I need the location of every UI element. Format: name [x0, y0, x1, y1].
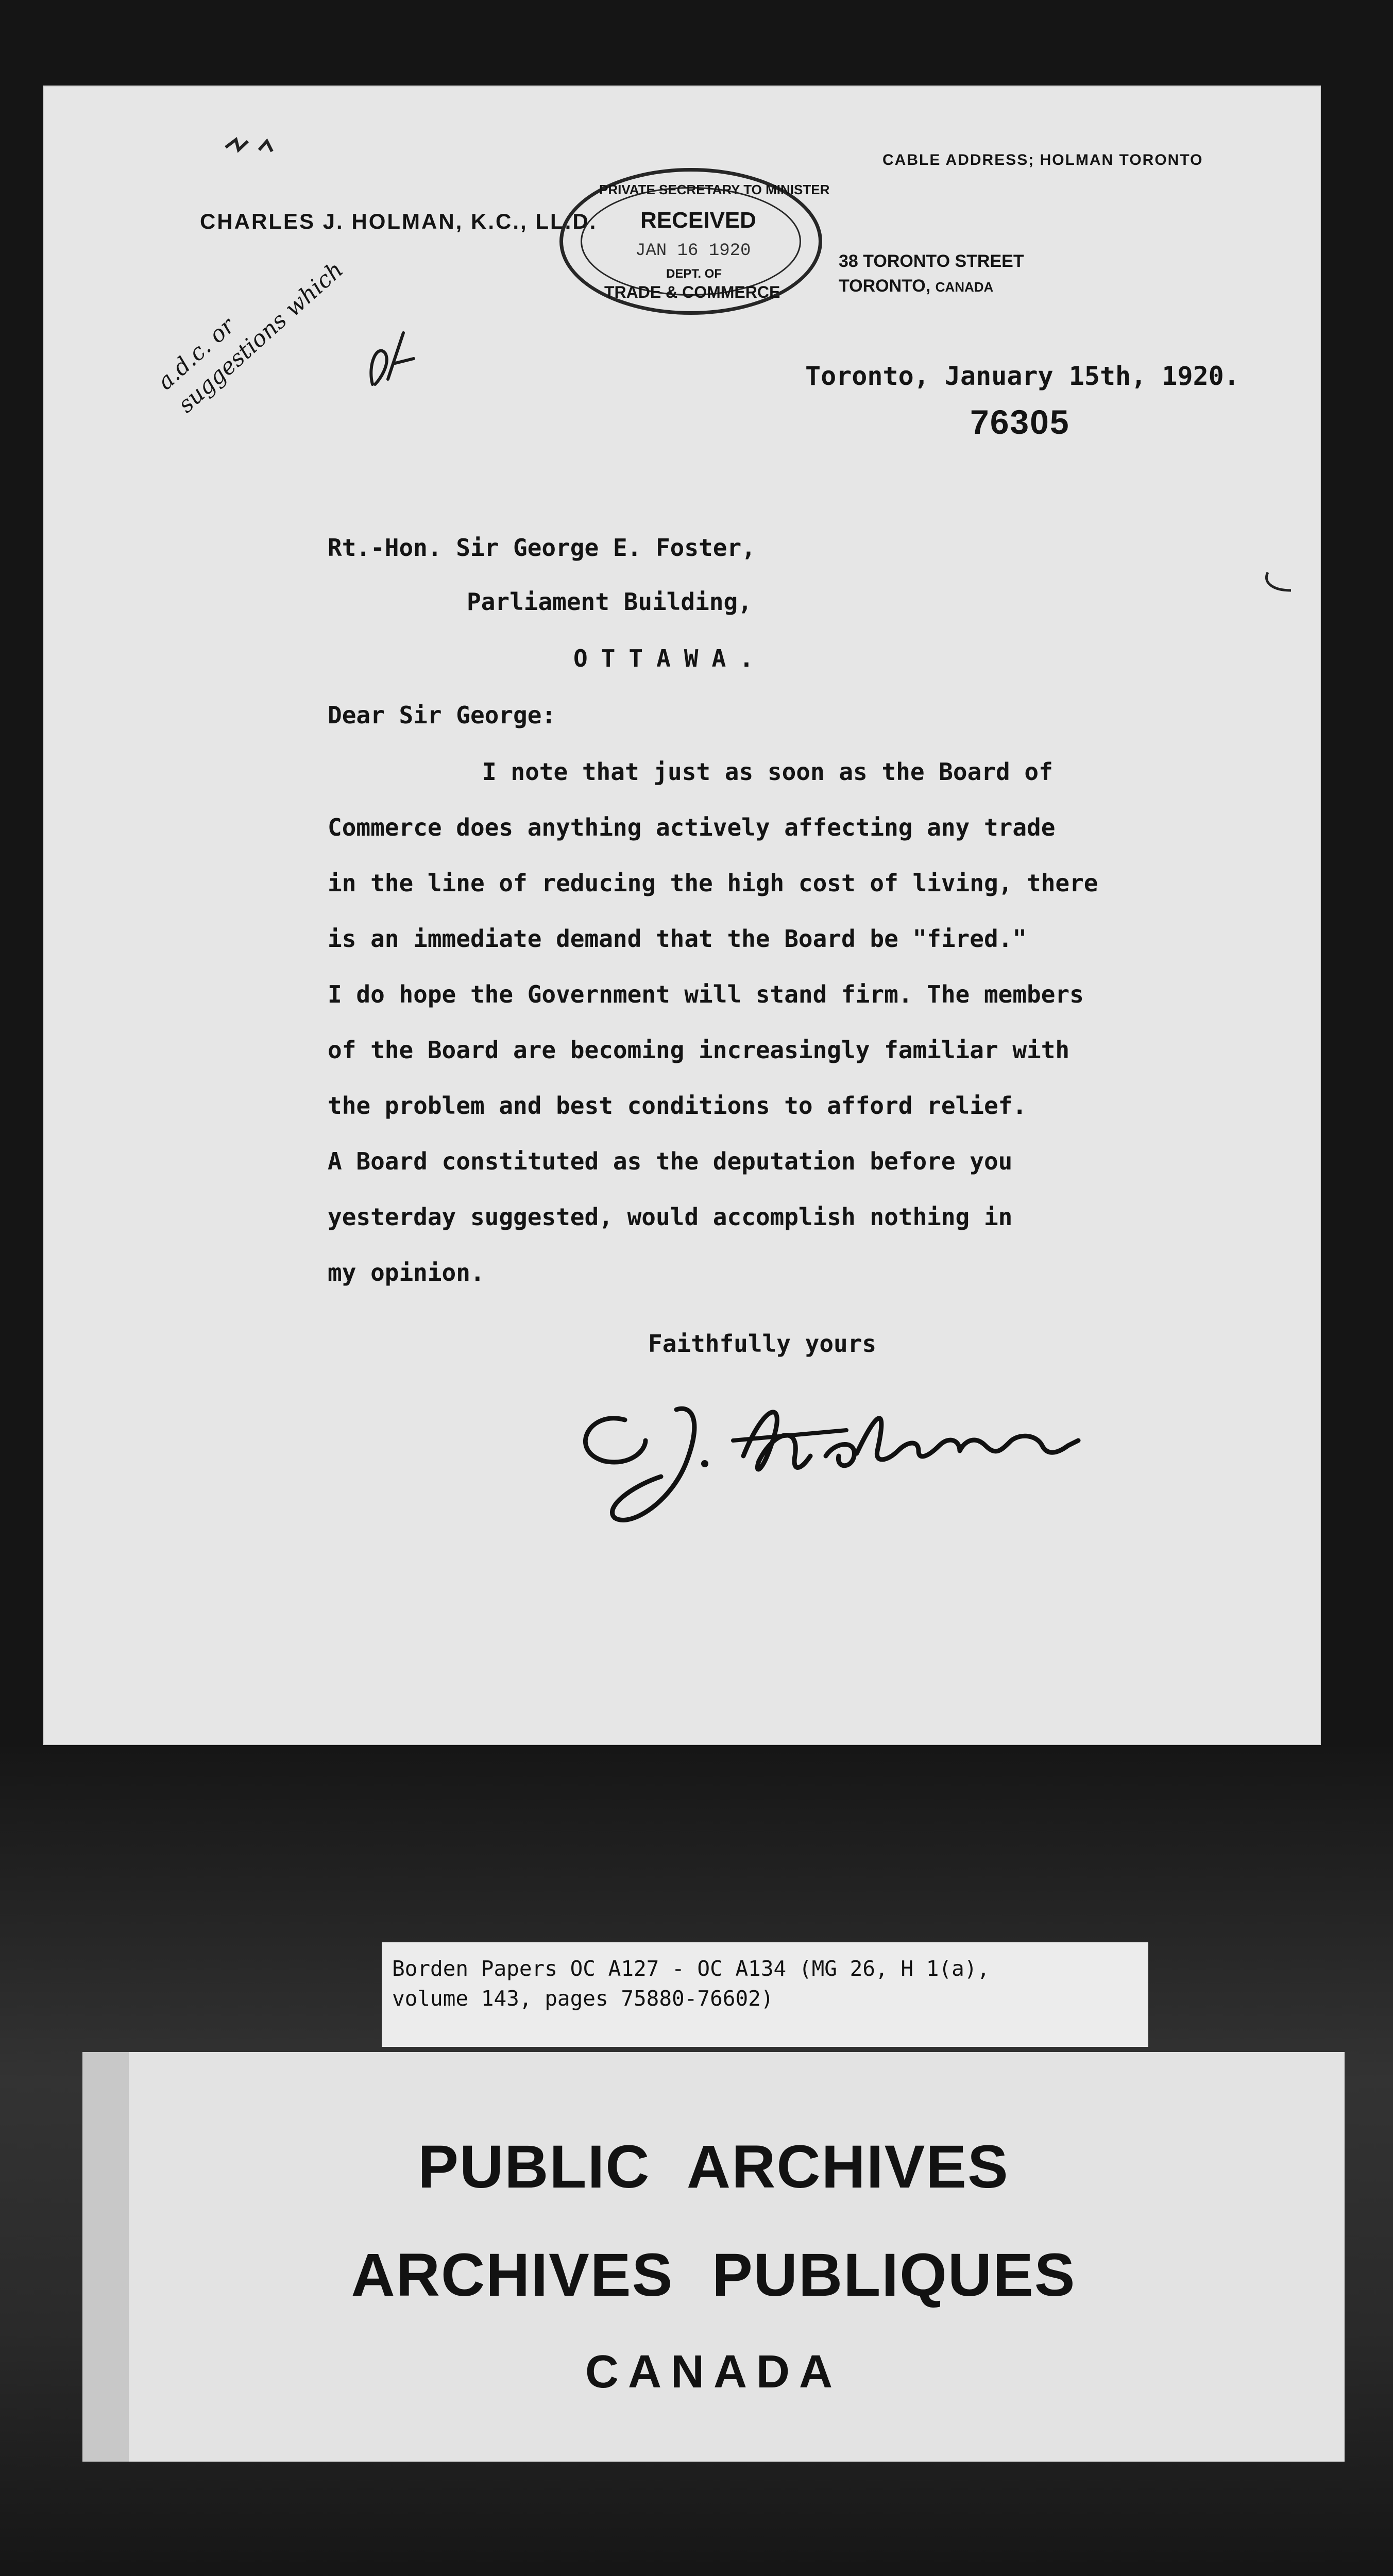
stamp-date: JAN 16 1920	[635, 241, 751, 261]
body-line: I do hope the Government will stand firm. The members	[328, 980, 1084, 1008]
recipient-city: OTTAWA.	[573, 645, 767, 672]
margin-tick-icon	[1263, 570, 1294, 596]
body-line: yesterday suggested, would accomplish nothing in	[328, 1203, 1013, 1231]
received-stamp	[559, 168, 830, 315]
stamp-department-name: TRADE & COMMERCE	[604, 283, 780, 301]
reference-label	[382, 1942, 1148, 2047]
body-line: A Board constituted as the deputation before you	[328, 1147, 1013, 1175]
archive-country: CANADA	[585, 2346, 842, 2398]
reference-line-2: volume 143, pages 75880-76602)	[392, 1986, 774, 2011]
body-line: the problem and best conditions to afford relief.	[328, 1092, 1027, 1120]
body-line: of the Board are becoming increasingly familiar with	[328, 1036, 1070, 1064]
stamp-received: RECEIVED	[640, 208, 756, 233]
stamp-office: PRIVATE SECRETARY TO MINISTER	[599, 182, 830, 197]
archive-card	[82, 2052, 1345, 2462]
letterhead-street: 38 TORONTO STREET	[839, 251, 1024, 271]
archive-title-french: ARCHIVES PUBLIQUES	[351, 2241, 1076, 2309]
recipient-building: Parliament Building,	[467, 588, 752, 616]
letterhead-city	[839, 276, 993, 296]
body-line: Commerce does anything actively affecting any trade	[328, 814, 1056, 841]
document-number: 76305	[970, 403, 1070, 441]
letterhead-firm-name: CHARLES J. HOLMAN, K.C., LL.D.	[200, 209, 598, 233]
corner-mark-icon	[223, 132, 280, 158]
body-line: I note that just as soon as the Board of	[482, 758, 1053, 786]
closing: Faithfully yours	[648, 1330, 877, 1358]
reference-line-1: Borden Papers OC A127 - OC A134 (MG 26, H 1(a),	[392, 1956, 990, 1981]
archive-title-english: PUBLIC ARCHIVES	[418, 2133, 1009, 2201]
body-line: is an immediate demand that the Board be "fired."	[328, 925, 1027, 953]
letter-page	[43, 86, 1321, 1745]
handwritten-margin-note: a.d.c. or suggestions which	[152, 256, 349, 418]
salutation: Dear Sir George:	[328, 701, 556, 729]
letterhead-country: CANADA	[935, 279, 994, 295]
body-line: my opinion.	[328, 1259, 485, 1286]
handwritten-initials-icon	[362, 323, 419, 395]
letter-date: Toronto, January 15th, 1920.	[805, 361, 1239, 391]
letterhead-city-name: TORONTO,	[839, 276, 931, 296]
body-line: in the line of reducing the high cost of living, there	[328, 869, 1098, 897]
handwritten-signature-icon	[558, 1374, 1279, 1538]
stamp-dept: DEPT. OF	[666, 267, 722, 281]
letterhead-cable-address: CABLE ADDRESS; HOLMAN TORONTO	[882, 151, 1203, 168]
recipient-name: Rt.-Hon. Sir George E. Foster,	[328, 534, 756, 562]
